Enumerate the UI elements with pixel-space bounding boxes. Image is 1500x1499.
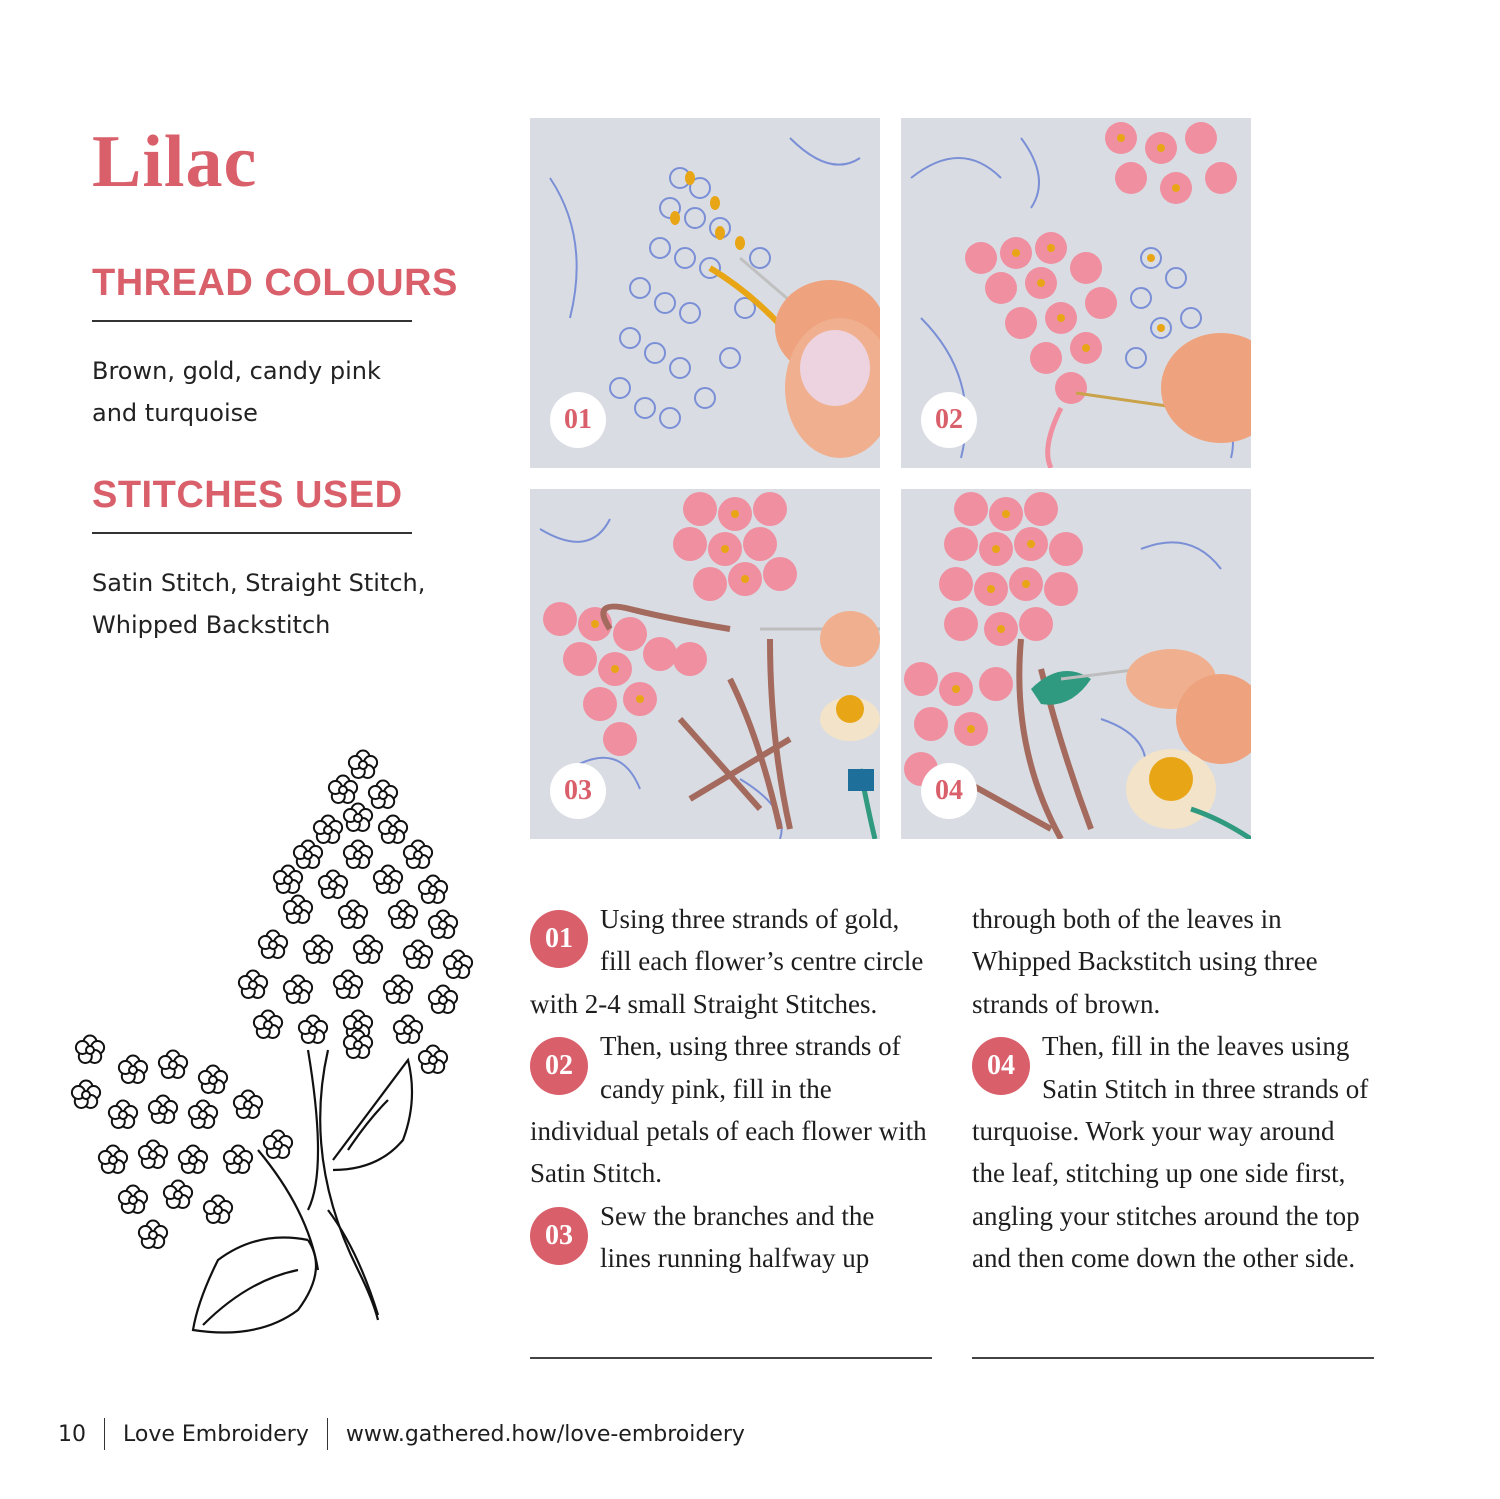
steps-right-divider [972, 1357, 1374, 1359]
step-03-text: Sew the branches and the lines running halfway up [600, 1200, 875, 1274]
step-04-number: 04 [972, 1037, 1030, 1095]
steps-right-column [972, 898, 1372, 1280]
lilac-template-illustration [58, 740, 498, 1360]
step-photo-03-label: 03 [550, 763, 606, 819]
step-04 [972, 1025, 1372, 1279]
step-01-number: 01 [530, 910, 588, 968]
page-title: Lilac [92, 121, 258, 203]
step-01 [530, 898, 930, 1025]
steps-left-divider [530, 1357, 932, 1359]
page-number: 10 [58, 1421, 86, 1447]
thread-colours-line-2: and turquoise [92, 399, 258, 427]
thread-colours-divider [92, 320, 412, 322]
step-photo-01 [530, 118, 880, 468]
stitches-used-heading: STITCHES USED [92, 474, 403, 516]
stitches-used-divider [92, 532, 412, 534]
thread-colours-line-1: Brown, gold, candy pink [92, 357, 381, 385]
steps-left-column [530, 898, 930, 1280]
step-03-number: 03 [530, 1207, 588, 1265]
step-photo-04 [901, 489, 1251, 839]
footer-separator [327, 1418, 328, 1450]
step-04-text: Then, fill in the leaves using Satin Stitch in three strands of turquoise. Work your way around the leaf, stitching up one side first, angling your stitches around the top and then come down the other side. [972, 1031, 1369, 1274]
step-photo-03 [530, 489, 880, 839]
thread-colours-heading: THREAD COLOURS [92, 262, 458, 304]
step-03 [530, 1195, 930, 1280]
step-01-text: Using three strands of gold, fill each flower’s centre circle with 2-4 small Straight Stitches. [530, 904, 924, 1019]
stitches-used-line-2: Whipped Backstitch [92, 611, 331, 639]
step-02-text: Then, using three strands of candy pink, fill in the individual petals of each flower with Satin Stitch. [530, 1031, 927, 1189]
thread-colours-text [92, 350, 432, 434]
step-03-continued-text: through both of the leaves in Whipped Backstitch using three strands of brown. [972, 904, 1318, 1019]
website-link[interactable]: www.gathered.how/love-embroidery [345, 1421, 745, 1447]
step-02 [530, 1025, 930, 1195]
step-photo-02 [901, 118, 1251, 468]
step-photo-02-label: 02 [921, 392, 977, 448]
page-footer [58, 1418, 745, 1450]
stitches-used-line-1: Satin Stitch, Straight Stitch, [92, 569, 426, 597]
step-02-number: 02 [530, 1037, 588, 1095]
step-photo-04-label: 04 [921, 763, 977, 819]
step-photo-01-label: 01 [550, 392, 606, 448]
step-03-continued [972, 898, 1372, 1025]
magazine-name: Love Embroidery [123, 1421, 309, 1447]
stitches-used-text [92, 562, 432, 646]
footer-separator [104, 1418, 105, 1450]
